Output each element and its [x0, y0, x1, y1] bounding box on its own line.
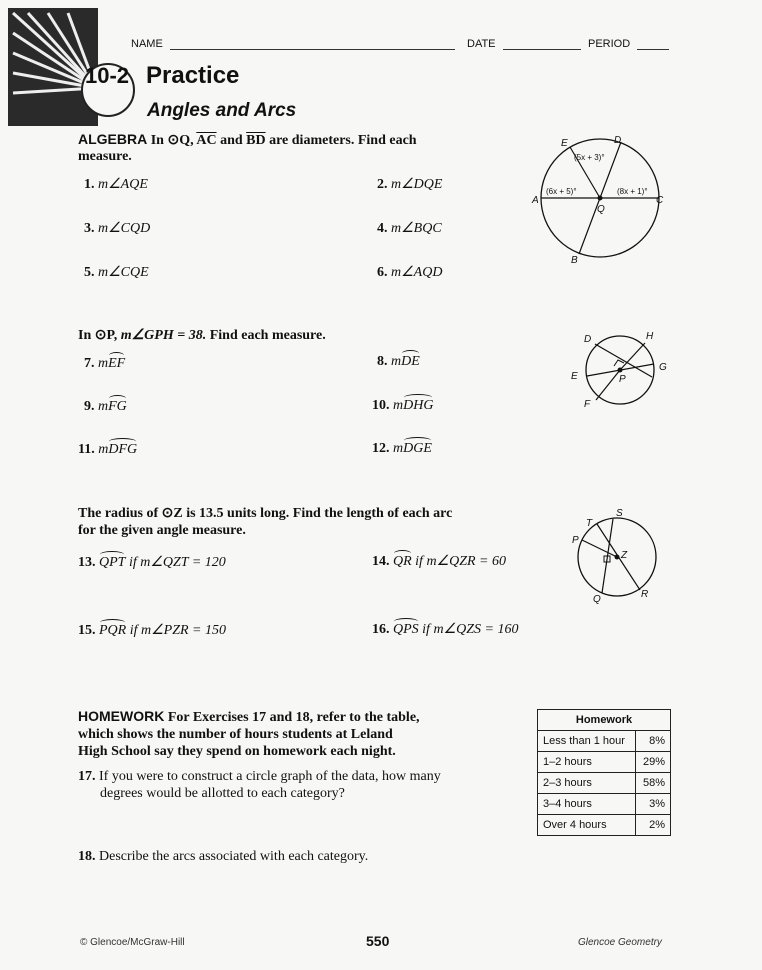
page-number: 550	[366, 933, 390, 949]
circle-z-figure	[563, 503, 663, 611]
label-c: C	[656, 195, 664, 206]
circle-p-figure	[566, 326, 676, 410]
period-field[interactable]: PERIOD	[588, 38, 669, 50]
footer-publisher: © Glencoe/McGraw-Hill	[80, 937, 185, 948]
label-p: P	[619, 374, 626, 385]
label-p: P	[572, 535, 579, 546]
label-r: R	[641, 589, 649, 600]
table-title: Homework	[538, 710, 671, 731]
label-d: D	[614, 135, 622, 146]
label-s: S	[616, 508, 623, 519]
label-q: Q	[597, 204, 605, 215]
period-line	[637, 39, 669, 50]
problem-13: 13. QPT if m∠QZT = 120	[78, 555, 226, 570]
problem-8: 8. mDE	[377, 354, 420, 369]
problem-1: 1. m∠AQE	[84, 177, 148, 192]
section2-instructions: In ⊙P, m∠GPH = 38. Find each measure.	[78, 328, 326, 343]
angle-right-label: (8x + 1)°	[617, 187, 648, 196]
label-e: E	[561, 138, 568, 149]
problem-17: 17. If you were to construct a circle graph of the data, how many degrees would be allotted to each category?	[78, 769, 441, 801]
date-field[interactable]: DATE	[467, 38, 581, 50]
date-line	[503, 39, 581, 50]
label-a: A	[532, 195, 539, 206]
circle-q-figure	[528, 132, 670, 268]
name-field[interactable]: NAME	[131, 38, 455, 50]
problem-10: 10. mDHG	[372, 398, 434, 413]
section4-instructions: HOMEWORK For Exercises 17 and 18, refer to the table, which shows the number of hours students at Leland High School say they spend on homework each night.	[78, 708, 420, 759]
problem-6: 6. m∠AQD	[377, 265, 443, 280]
algebra-label: ALGEBRA	[78, 131, 148, 147]
table-row: Over 4 hours 2%	[538, 815, 671, 836]
label-z: Z	[621, 550, 628, 561]
table-header-row	[538, 710, 671, 731]
problem-11: 11. mDFG	[78, 442, 138, 457]
footer-book: Glencoe Geometry	[578, 937, 662, 948]
angle-top-label: (5x + 3)°	[574, 153, 605, 162]
label-e: E	[571, 371, 578, 382]
angle-left-label: (6x + 5)°	[546, 187, 577, 196]
section1-instructions: ALGEBRA In ⊙Q, $\overline{AC}$ and $\overline{BD}$ are diameters. Find each measure.	[78, 131, 417, 164]
label-t: T	[586, 518, 593, 529]
problem-14: 14. QR if m∠QZR = 60	[372, 554, 507, 569]
problem-3: 3. m∠CQD	[84, 221, 151, 236]
table-row: 2–3 hours 58%	[538, 773, 671, 794]
problem-9: 9. mFG	[84, 399, 127, 414]
label-d: D	[584, 334, 592, 345]
table-row: 3–4 hours 3%	[538, 794, 671, 815]
problem-12: 12. mDGE	[372, 441, 432, 456]
problem-5: 5. m∠CQE	[84, 265, 149, 280]
name-line	[170, 39, 455, 50]
label-g: G	[659, 362, 667, 373]
label-b: B	[571, 255, 578, 266]
page-subtitle: Angles and Arcs	[147, 100, 297, 121]
problem-4: 4. m∠BQC	[377, 221, 442, 236]
label-h: H	[646, 331, 654, 342]
problem-18: 18. Describe the arcs associated with each category.	[78, 849, 369, 864]
problem-15: 15. PQR if m∠PZR = 150	[78, 623, 226, 638]
table-row: Less than 1 hour 8%	[538, 731, 671, 752]
label-q: Q	[593, 594, 601, 605]
label-f: F	[584, 399, 591, 410]
section3-instructions: The radius of ⊙Z is 13.5 units long. Find the length of each arc for the given angle measure.	[78, 506, 453, 538]
page-title: Practice	[146, 62, 240, 89]
problem-2: 2. m∠DQE	[377, 177, 443, 192]
lesson-number: 10-2	[85, 63, 130, 88]
table-row: 1–2 hours 29%	[538, 752, 671, 773]
homework-table	[537, 709, 671, 836]
problem-16: 16. QPS if m∠QZS = 160	[372, 622, 519, 637]
problem-7: 7. mEF	[84, 356, 126, 371]
homework-label: HOMEWORK	[78, 708, 165, 724]
